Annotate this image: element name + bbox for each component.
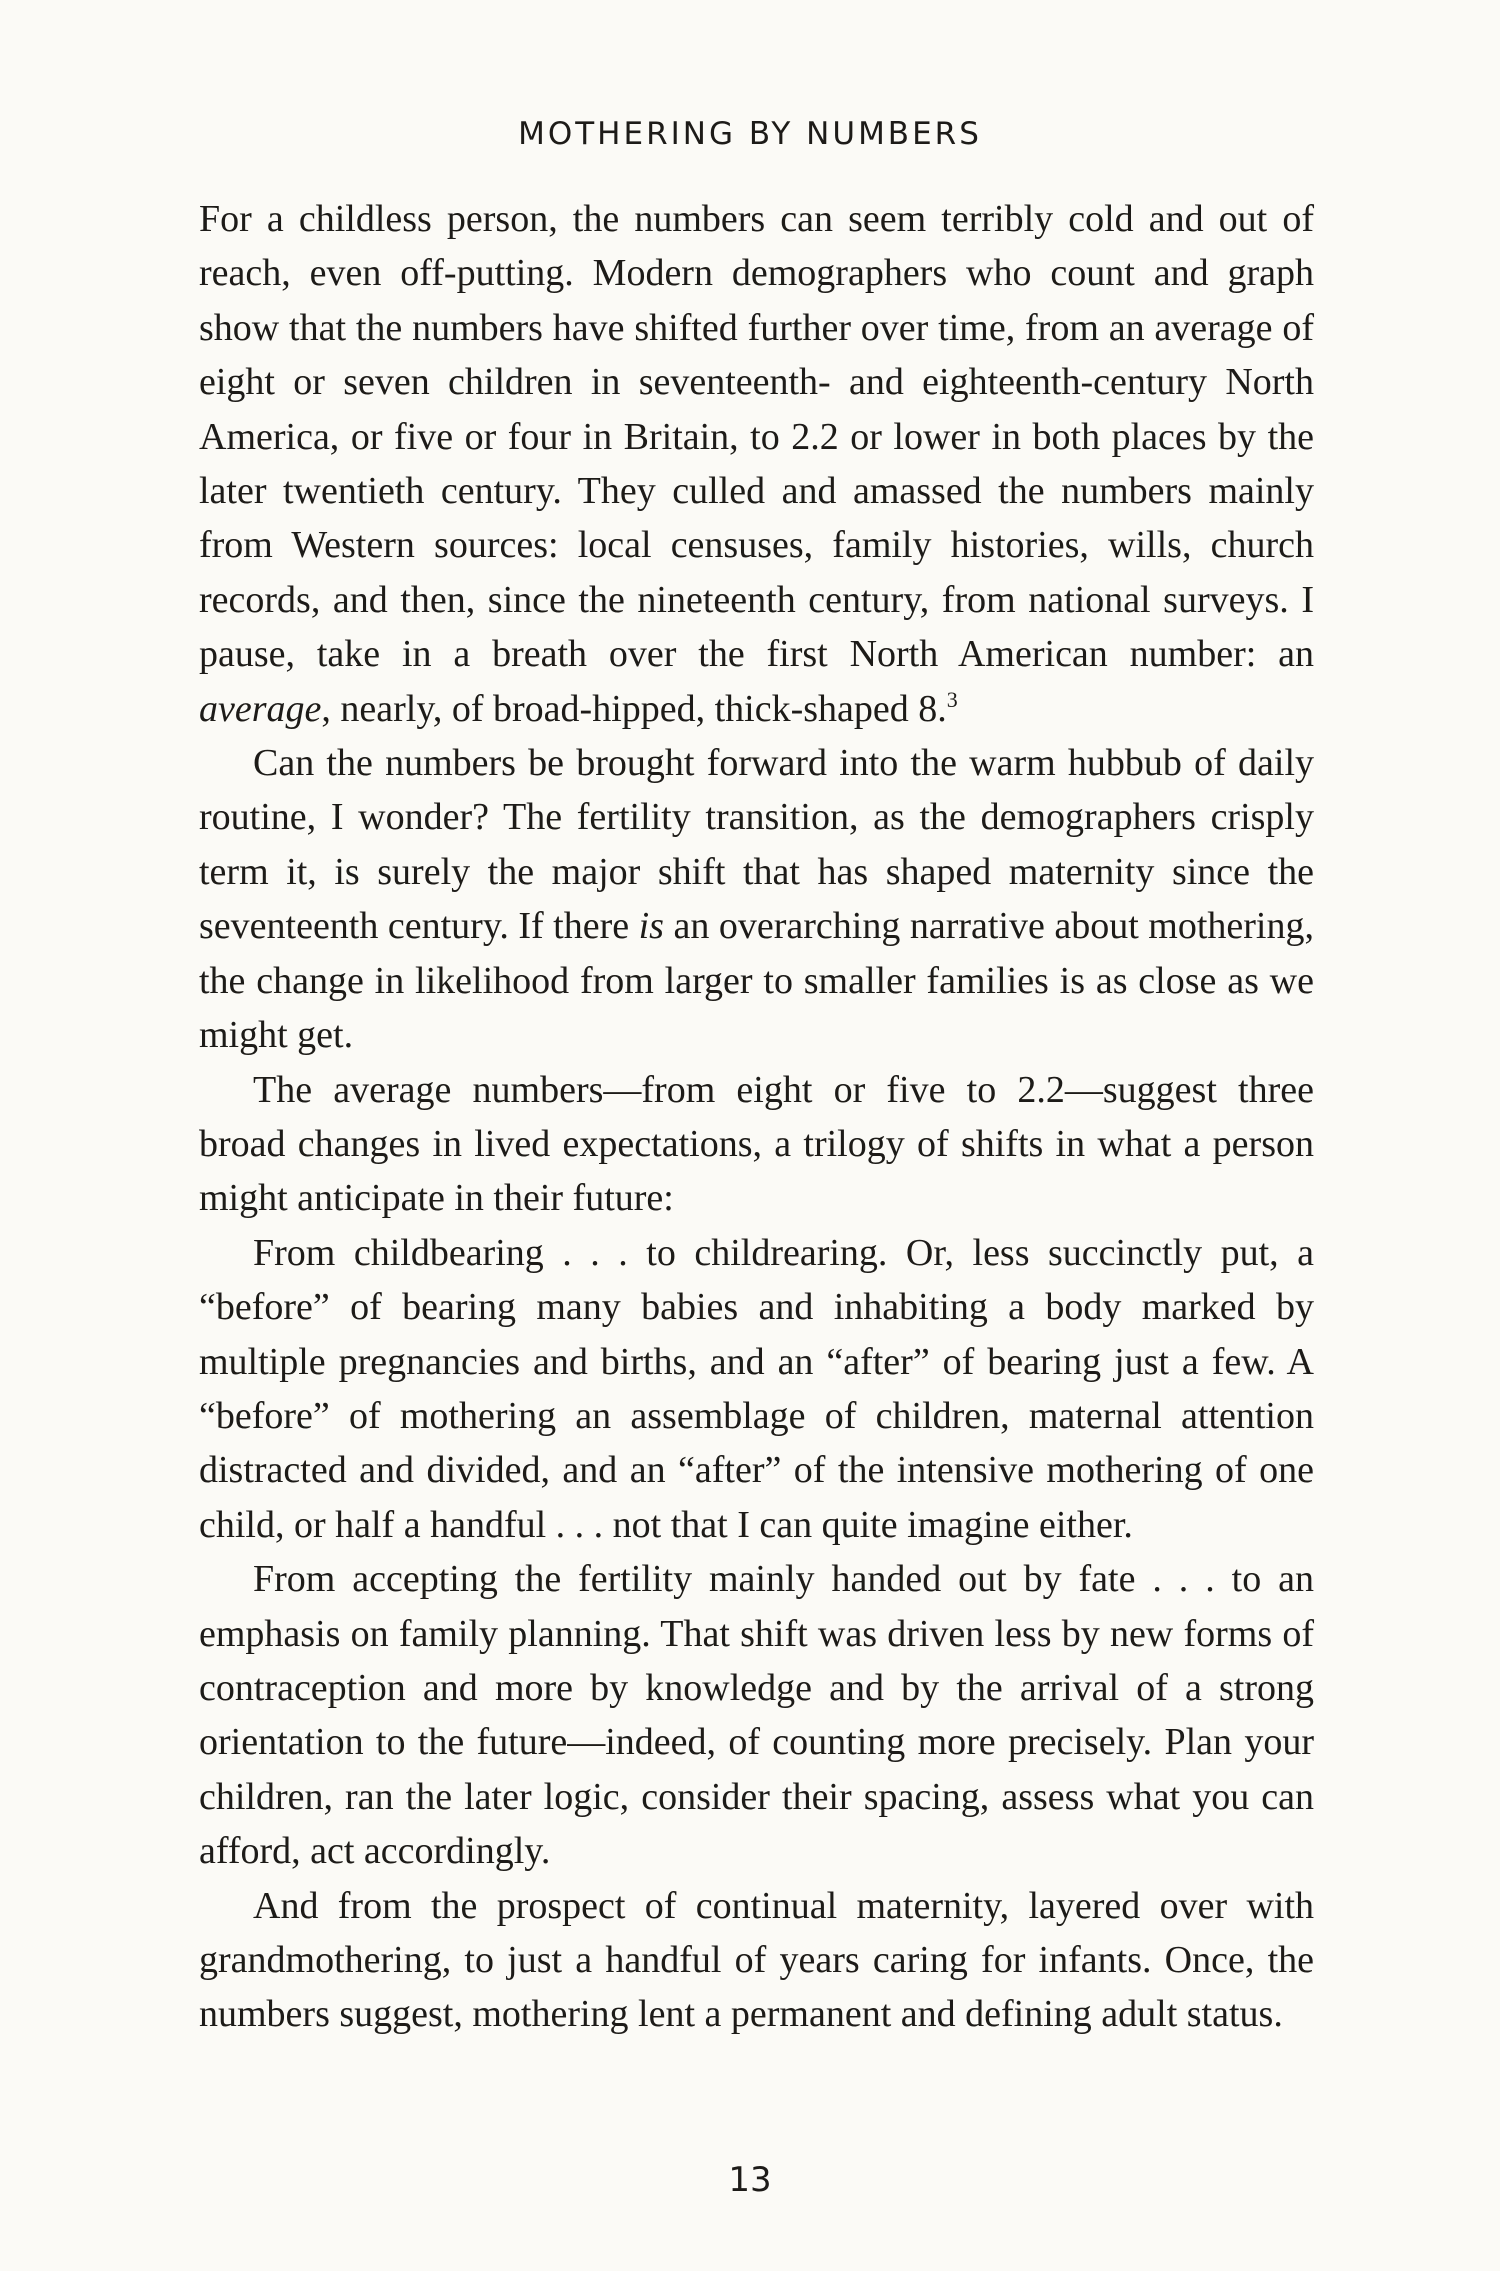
emphasis-is: is <box>638 905 664 948</box>
paragraph-2-part-a: Can the numbers be brought forward into the warm hubbub of daily routine, I wonder? The fertility transition, as the demographers crisply term it, is surely the major shift that has shaped maternity since the seventeenth century. If there <box>199 742 1314 948</box>
paragraph-5: From accepting the fertility mainly handed out by fate . . . to an emphasis on family planning. That shift was driven less by new forms of contraception and more by knowledge and by the arrival of a strong orientation to the future—indeed, of counting more precisely. Plan your children, ran the later logic, consider their spacing, assess what you can afford, act accordingly. <box>199 1558 1314 1873</box>
body-text <box>199 192 1314 2042</box>
footnote-marker[interactable]: 3 <box>946 686 958 712</box>
paragraph-3: The average numbers—from eight or five to 2.2—suggest three broad changes in lived expectations, a trilogy of shifts in what a person might anticipate in their future: <box>199 1068 1314 1220</box>
paragraph-4: From childbearing . . . to childrearing. Or, less succinctly put, a “before” of bearing many babies and inhabiting a body marked by multiple pregnancies and births, and an “after” of bearing just a few. A “before” of mothering an assemblage of children, maternal attention distracted and divided, and an “after” of the intensive mothering of one child, or half a handful . . . not that I can quite imagine either. <box>199 1231 1314 1546</box>
paragraph-6: And from the prospect of continual maternity, layered over with grandmothering, to just a handful of years caring for infants. Once, the numbers suggest, mothering lent a permanent and defining adult status. <box>199 1884 1314 2036</box>
paragraph-1-part-b: , nearly, of broad-hipped, thick-shaped 8. <box>321 687 947 730</box>
paragraph-1 <box>199 192 1314 736</box>
page-number: 13 <box>728 2160 772 2200</box>
running-head: MOTHERING BY NUMBERS <box>518 116 982 152</box>
emphasis-average: average <box>199 687 322 730</box>
paragraph-2 <box>199 736 1314 1062</box>
paragraph-2-part-b: an overarching narrative about mothering, the change in likelihood from larger to smaller families is as close as we might get. <box>199 905 1314 1057</box>
paragraph-1-part-a: For a childless person, the numbers can seem terribly cold and out of reach, even off-putting. Modern demographers who count and graph show that the numbers have shifted further over time, from an average of eight or seven children in seventeenth- and eighteenth-century North America, or five or four in Britain, to 2.2 or lower in both places by the later twentieth century. They culled and amassed the numbers mainly from Western sources: local censuses, family histories, wills, church records, and then, since the nineteenth century, from national surveys. I pause, take in a breath over the first North American number: an <box>199 198 1314 676</box>
